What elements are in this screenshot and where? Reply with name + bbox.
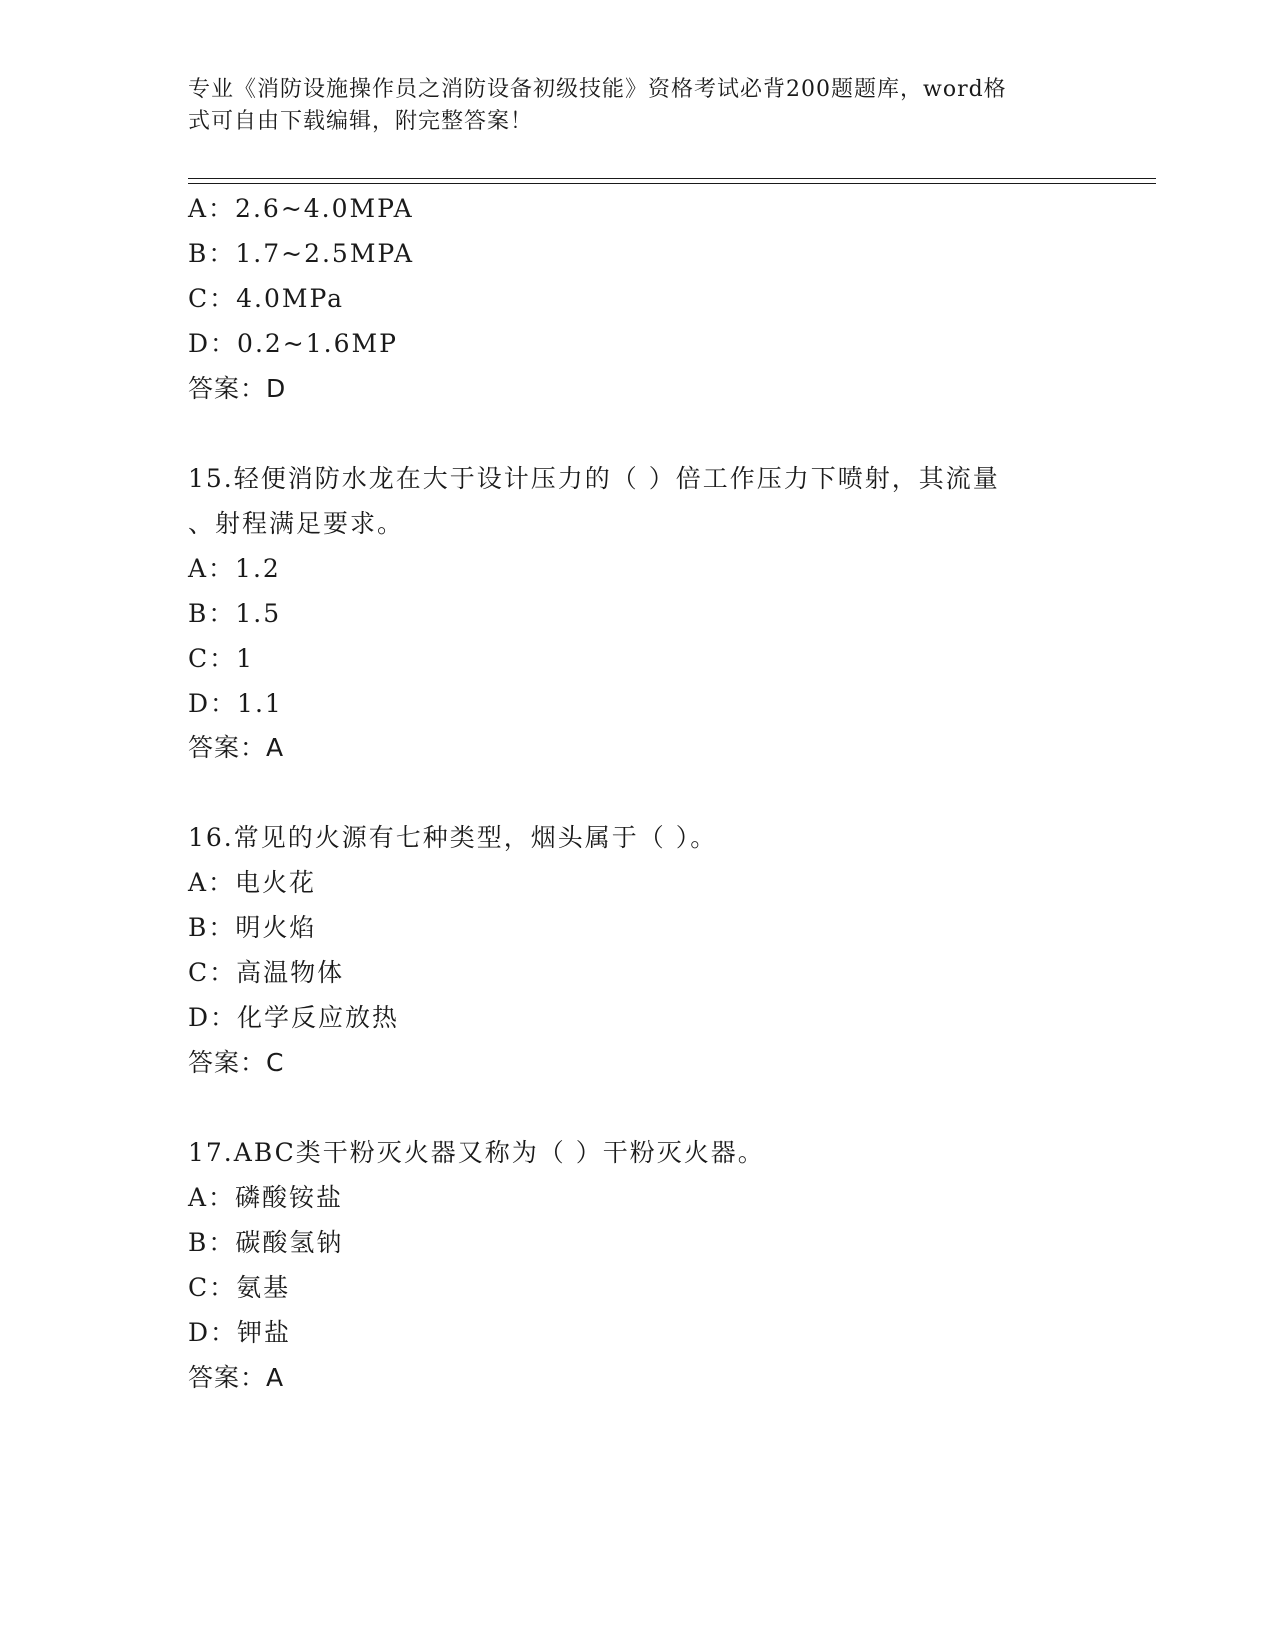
header-divider-bottom <box>188 183 1156 184</box>
header-divider-top <box>188 178 1156 179</box>
q17-option-a: A：磷酸铵盐 <box>188 1183 344 1212</box>
q17-option-c: C：氨基 <box>188 1273 291 1302</box>
q16-option-d: D：化学反应放热 <box>188 1003 400 1032</box>
q17-answer: 答案：A <box>188 1363 285 1392</box>
header-line-1: 专业《消防设施操作员之消防设备初级技能》资格考试必背200题题库，word格 <box>188 77 1007 102</box>
document-header <box>188 74 1068 138</box>
q14-option-d: D：0.2~1.6MP <box>188 329 398 358</box>
header-line-2: 式可自由下载编辑，附完整答案！ <box>188 109 534 134</box>
q15-stem-line-1: 15.轻便消防水龙在大于设计压力的（ ）倍工作压力下喷射，其流量 <box>188 464 1000 493</box>
q17-stem: 17.ABC类干粉灭火器又称为（ ）干粉灭火器。 <box>188 1138 765 1167</box>
q17-option-b: B：碳酸氢钠 <box>188 1228 344 1257</box>
q15-option-c: C：1 <box>188 644 255 673</box>
q16-stem: 16.常见的火源有七种类型，烟头属于（ ）。 <box>188 823 718 852</box>
q14-option-c: C：4.0MPa <box>188 284 345 313</box>
q15-option-b: B：1.5 <box>188 599 282 628</box>
q14-option-a: A：2.6~4.0MPA <box>188 194 414 223</box>
q14-option-b: B：1.7~2.5MPA <box>188 239 415 268</box>
q15-option-a: A：1.2 <box>188 554 281 583</box>
q16-option-b: B：明火焰 <box>188 913 317 942</box>
q16-option-a: A：电火花 <box>188 868 317 897</box>
q16-answer: 答案：C <box>188 1048 285 1077</box>
q17-option-d: D：钾盐 <box>188 1318 292 1347</box>
q14-answer: 答案：D <box>188 374 287 403</box>
q15-option-d: D：1.1 <box>188 689 283 718</box>
q15-stem-line-2: 、射程满足要求。 <box>188 509 405 538</box>
q15-answer: 答案：A <box>188 733 285 762</box>
q16-option-c: C：高温物体 <box>188 958 345 987</box>
